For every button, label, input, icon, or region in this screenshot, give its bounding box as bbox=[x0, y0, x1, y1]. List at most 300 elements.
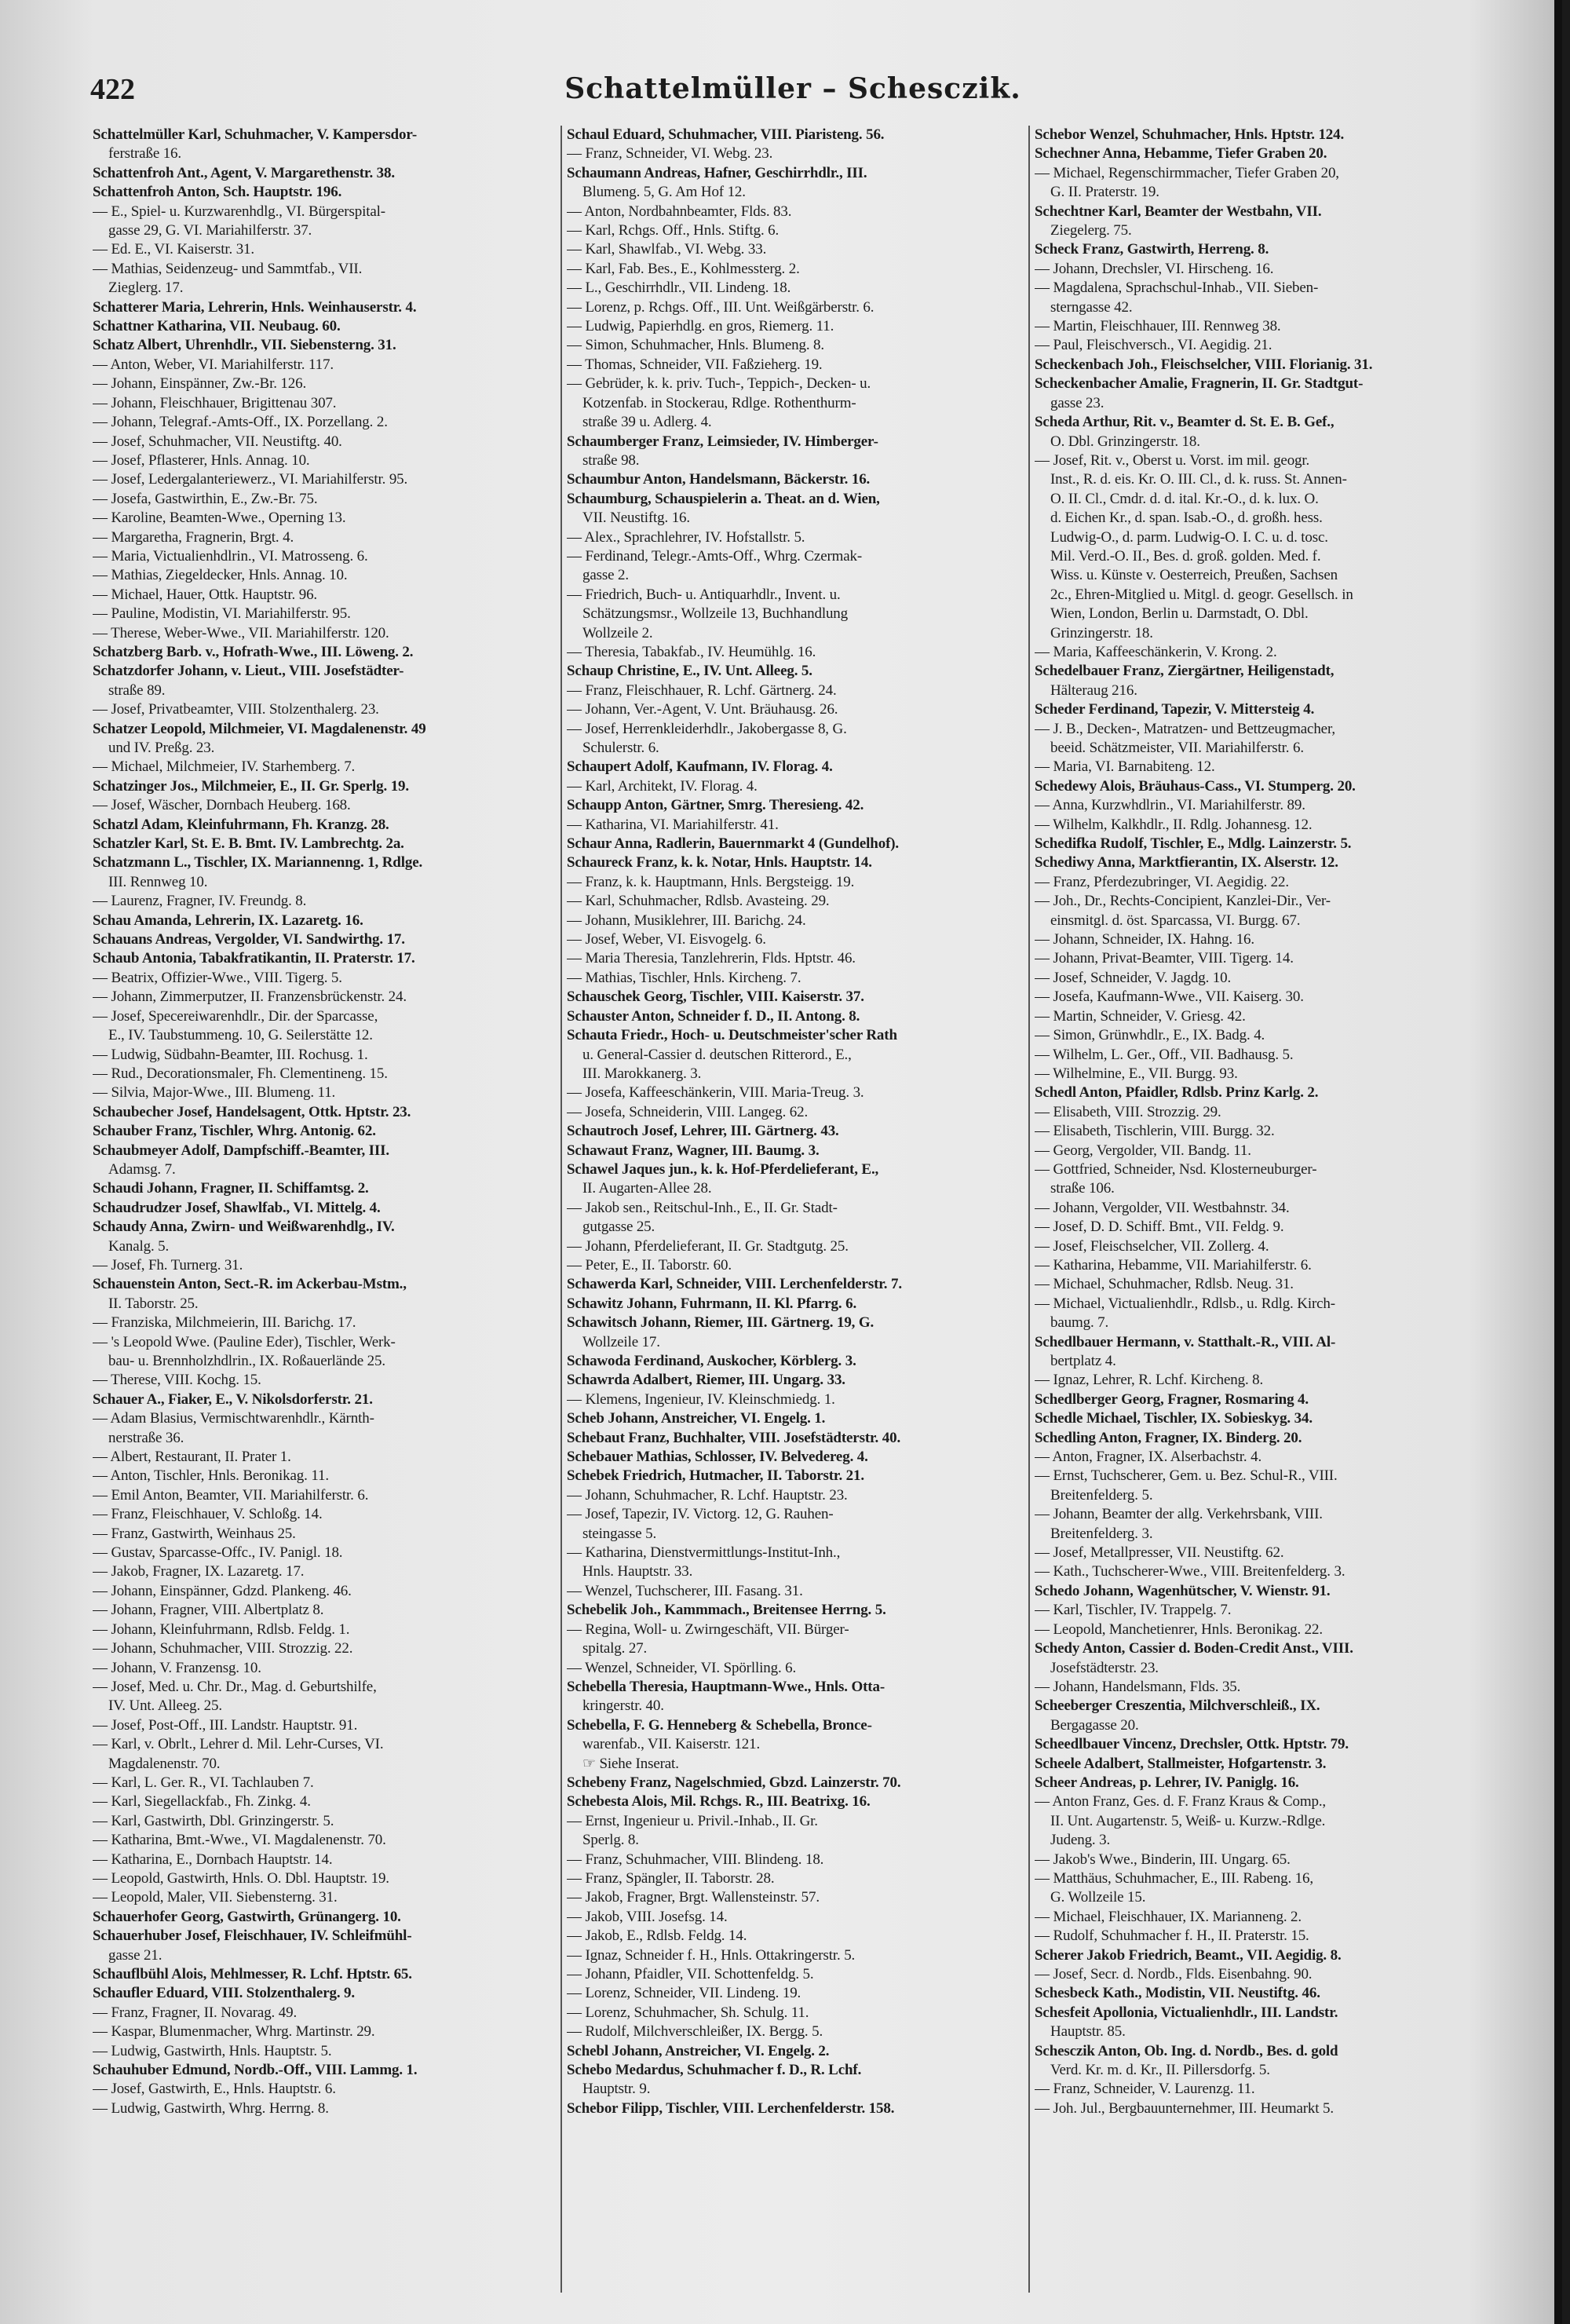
directory-entry: — Anton, Weber, VI. Mariahilferstr. 117. bbox=[93, 356, 334, 373]
directory-entry: Schaul Eduard, Schuhmacher, VIII. Piaristeng. 56. bbox=[567, 126, 885, 143]
directory-entry: Scheder Ferdinand, Tapezir, V. Mittersteig 4. bbox=[1035, 701, 1315, 718]
directory-entry: — Regina, Woll- u. Zwirngeschäft, VII. Bürger- bbox=[567, 1621, 849, 1638]
entry-continuation: und IV. Preßg. 23. bbox=[108, 740, 215, 756]
directory-entry: Schatzler Karl, St. E. B. Bmt. IV. Lambrechtg. 2a. bbox=[93, 835, 404, 853]
directory-entry: — Leopold, Maler, VII. Siebensterng. 31. bbox=[93, 1889, 338, 1906]
directory-entry: — Michael, Milchmeier, IV. Starhemberg. 7. bbox=[93, 758, 356, 776]
entry-continuation: Hauptstr. 9. bbox=[582, 2081, 651, 2098]
directory-entry: Schebaut Franz, Buchhalter, VIII. Josefstädterstr. 40. bbox=[567, 1429, 901, 1446]
directory-entry: Schebor Filipp, Tischler, VIII. Lerchenfelderstr. 158. bbox=[567, 2099, 895, 2117]
directory-entry: Scheedlbauer Vincenz, Drechsler, Ottk. Hptstr. 79. bbox=[1035, 1736, 1349, 1753]
directory-entry: — Josefa, Kaffeeschänkerin, VIII. Maria-Treug. 3. bbox=[567, 1084, 864, 1102]
entry-continuation: O. II. Cl., Cmdr. d. d. ital. Kr.-O., d. k. lux. O. bbox=[1050, 490, 1319, 507]
directory-entry: — Johann, Fleischhauer, Brigittenau 307. bbox=[93, 394, 337, 411]
directory-entry: — Josef, Fleischselcher, VII. Zollerg. 4. bbox=[1035, 1237, 1269, 1255]
directory-entry: — Jakob sen., Reitschul-Inh., E., II. Gr. Stadt- bbox=[567, 1199, 838, 1216]
directory-entry: — Matthäus, Schuhmacher, E., III. Rabeng. 16, bbox=[1035, 1869, 1313, 1887]
directory-entry: — Johann, Schneider, IX. Hahng. 16. bbox=[1035, 931, 1254, 948]
entry-continuation: III. Marokkanerg. 3. bbox=[582, 1065, 702, 1082]
directory-entry: — Franz, k. k. Hauptmann, Hnls. Bergsteigg. 19. bbox=[567, 873, 855, 890]
directory-entry: — Ludwig, Gastwirth, Hnls. Hauptstr. 5. bbox=[93, 2042, 332, 2059]
entry-continuation: nerstraße 36. bbox=[108, 1429, 184, 1446]
directory-entry: Schesbeck Kath., Modistin, VII. Neustiftg. 46. bbox=[1035, 1985, 1320, 2002]
directory-entry: Schauflbühl Alois, Mehlmesser, R. Lchf. Hptstr. 65. bbox=[93, 1966, 412, 1982]
directory-entry: — Josef, Secr. d. Nordb., Flds. Eisenbahng. 90. bbox=[1035, 1966, 1313, 1982]
directory-entry: Schauerhuber Josef, Fleischhauer, IV. Schleifmühl- bbox=[93, 1928, 412, 1945]
directory-entry: — Maria, Victualienhdlrin., VI. Matrosseng. 6. bbox=[93, 547, 368, 565]
entry-continuation: ☞ Siehe Inserat. bbox=[582, 1755, 679, 1772]
directory-entry: Schaubecher Josef, Handelsagent, Ottk. Hptstr. 23. bbox=[93, 1103, 411, 1120]
directory-entry: — Katharina, Bmt.-Wwe., VI. Magdalenenstr. 70. bbox=[93, 1832, 386, 1849]
directory-entry: — Rud., Decorationsmaler, Fh. Clementineng. 15. bbox=[93, 1065, 388, 1082]
directory-entry: — Jakob, Fragner, Brgt. Wallensteinstr. 57. bbox=[567, 1889, 820, 1906]
directory-entry: Schauenstein Anton, Sect.-R. im Ackerbau-Mstm., bbox=[93, 1276, 407, 1293]
directory-entry: — Karl, Siegellackfab., Fh. Zinkg. 4. bbox=[93, 1793, 311, 1811]
directory-entry: — Karl, Gastwirth, Dbl. Grinzingerstr. 5. bbox=[93, 1812, 334, 1829]
directory-entry: Schaur Anna, Radlerin, Bauernmarkt 4 (Gundelhof). bbox=[567, 835, 900, 853]
directory-entry: Schedewy Alois, Bräuhaus-Cass., VI. Stumperg. 20. bbox=[1035, 777, 1356, 795]
directory-entry: Schaupp Anton, Gärtner, Smrg. Theresieng. 42. bbox=[567, 797, 864, 814]
directory-entry: Schebella, F. G. Henneberg & Schebella, Bronce- bbox=[567, 1716, 872, 1734]
directory-entry: — Josef, D. D. Schiff. Bmt., VII. Feldg. 9. bbox=[1035, 1219, 1284, 1236]
directory-entry: — Martin, Schneider, V. Griesg. 42. bbox=[1035, 1007, 1246, 1025]
directory-entry: — Ernst, Ingenieur u. Privil.-Inhab., II. Gr. bbox=[567, 1812, 818, 1829]
entry-continuation: O. Dbl. Grinzingerstr. 18. bbox=[1050, 433, 1200, 450]
directory-entry: — Therese, Weber-Wwe., VII. Mariahilferstr. 120. bbox=[93, 624, 389, 641]
entry-continuation: Ludwig-O., d. parm. Ludwig-O. I. C. u. d. tosc. bbox=[1050, 528, 1328, 546]
entry-continuation: gasse 21. bbox=[108, 1946, 162, 1964]
directory-entry: Scheckenbach Joh., Fleischselcher, VIII. Florianig. 31. bbox=[1035, 356, 1373, 373]
entry-continuation: Ziegelerg. 75. bbox=[1050, 222, 1132, 239]
directory-entry: — Franz, Schneider, VI. Webg. 23. bbox=[567, 145, 773, 163]
directory-entry: — Peter, E., II. Taborstr. 60. bbox=[567, 1256, 732, 1273]
directory-entry: Schebo Medardus, Schuhmacher f. D., R. Lchf. bbox=[567, 2062, 862, 2079]
directory-entry: — Anton Franz, Ges. d. F. Franz Kraus & Comp., bbox=[1035, 1793, 1327, 1811]
entry-continuation: einsmitgl. d. öst. Sparcassa, VI. Burgg. 67. bbox=[1050, 912, 1301, 929]
directory-entry: — Laurenz, Fragner, IV. Freundg. 8. bbox=[93, 893, 307, 910]
directory-entry: — Josef, Schneider, V. Jagdg. 10. bbox=[1035, 969, 1232, 986]
running-title: Schattelmüller – Schesczik. bbox=[564, 72, 1021, 105]
directory-entry: Schawoda Ferdinand, Auskocher, Körblerg. 3. bbox=[567, 1353, 856, 1369]
directory-entry: Schawaut Franz, Wagner, III. Baumg. 3. bbox=[567, 1142, 820, 1159]
directory-entry: Schebauer Mathias, Schlosser, IV. Belvedereg. 4. bbox=[567, 1449, 868, 1466]
directory-entry: — Johann, Ver.-Agent, V. Unt. Bräuhausg. 26. bbox=[567, 701, 838, 718]
entry-continuation: Kanalg. 5. bbox=[108, 1237, 170, 1255]
directory-entry: — Ludwig, Südbahn-Beamter, III. Rochusg. 1. bbox=[93, 1046, 368, 1063]
directory-entry: Schaudy Anna, Zwirn- und Weißwarenhdlg., IV. bbox=[93, 1219, 395, 1236]
entry-continuation: Mil. Verd.-O. II., Bes. d. groß. golden. Med. f. bbox=[1050, 547, 1321, 565]
directory-entry: — Maria, Kaffeeschänkerin, V. Krong. 2. bbox=[1035, 643, 1277, 660]
directory-entry: — Johann, Drechsler, VI. Hirscheng. 16. bbox=[1035, 260, 1274, 277]
directory-entry: Schaumberger Franz, Leimsieder, IV. Himberger- bbox=[567, 433, 878, 450]
directory-entry: — Kaspar, Blumenmacher, Whrg. Martinstr. 29. bbox=[93, 2023, 375, 2041]
directory-entry: — J. B., Decken-, Matratzen- und Bettzeugmacher, bbox=[1035, 720, 1335, 737]
entry-continuation: Inst., R. d. eis. Kr. O. III. Cl., d. k. russ. St. Annen- bbox=[1050, 471, 1347, 488]
directory-entry: Schesczik Anton, Ob. Ing. d. Nordb., Bes. d. gold bbox=[1035, 2042, 1338, 2059]
directory-entry: — Josef, Privatbeamter, VIII. Stolzenthalerg. 23. bbox=[93, 701, 379, 718]
directory-entry: — Mathias, Seidenzeug- und Sammtfab., VII. bbox=[93, 260, 363, 277]
directory-entry: Schaumburg, Schauspielerin a. Theat. an d. Wien, bbox=[567, 490, 880, 507]
directory-entry: — Josef, Fh. Turnerg. 31. bbox=[93, 1256, 243, 1273]
directory-entry: — Franz, Fleischhauer, R. Lchf. Gärtnerg. 24. bbox=[567, 681, 837, 699]
directory-entry: — Johann, Telegraf.-Amts-Off., IX. Porzellang. 2. bbox=[93, 414, 388, 431]
directory-entry: — Josef, Gastwirth, E., Hnls. Hauptstr. 6. bbox=[93, 2081, 336, 2098]
entry-continuation: Grinzingerstr. 18. bbox=[1050, 624, 1153, 641]
directory-entry: — Johann, Pferdelieferant, II. Gr. Stadtgutg. 25. bbox=[567, 1237, 849, 1255]
directory-entry: Scheda Arthur, Rit. v., Beamter d. St. E. B. Gef., bbox=[1035, 414, 1334, 431]
directory-entry: — Josef, Herrenkleiderhdlr., Jakobergasse 8, G. bbox=[567, 720, 847, 737]
directory-entry: Scheckenbacher Amalie, Fragnerin, II. Gr. Stadtgut- bbox=[1035, 375, 1364, 393]
directory-entry: Schawel Jaques jun., k. k. Hof-Pferdelieferant, E., bbox=[567, 1160, 879, 1178]
directory-entry: Schatterer Maria, Lehrerin, Hnls. Weinhauserstr. 4. bbox=[93, 298, 417, 316]
directory-entry: Schebor Wenzel, Schuhmacher, Hnls. Hptstr. 124. bbox=[1035, 126, 1345, 143]
directory-entry: Schatzer Leopold, Milchmeier, VI. Magdalenenstr. 49 bbox=[93, 720, 426, 737]
entry-continuation: bau- u. Brennholzhdlrin., IX. Roßauerlände 25. bbox=[108, 1353, 385, 1369]
entry-continuation: gasse 29, G. VI. Mariahilferstr. 37. bbox=[108, 222, 312, 239]
entry-continuation: Judeng. 3. bbox=[1050, 1832, 1111, 1849]
directory-entry: — Karl, Rchgs. Off., Hnls. Stiftg. 6. bbox=[567, 222, 780, 239]
directory-entry: — Ed. E., VI. Kaiserstr. 31. bbox=[93, 241, 255, 258]
directory-entry: Schaudrudzer Josef, Shawlfab., VI. Mittelg. 4. bbox=[93, 1199, 381, 1216]
directory-entry: — Rudolf, Schuhmacher f. H., II. Praterstr. 15. bbox=[1035, 1928, 1309, 1945]
directory-entry: — Johann, V. Franzensg. 10. bbox=[93, 1659, 261, 1676]
directory-entry: — Johann, Kleinfuhrmann, Rdlsb. Feldg. 1. bbox=[93, 1621, 350, 1638]
scan-edge bbox=[1554, 0, 1562, 2324]
directory-entry: — Johann, Einspänner, Gdzd. Plankeng. 46. bbox=[93, 1582, 352, 1599]
directory-entry: Schedifka Rudolf, Tischler, E., Mdlg. Lainzerstr. 5. bbox=[1035, 835, 1352, 853]
directory-entry: — Josef, Med. u. Chr. Dr., Mag. d. Geburtshilfe, bbox=[93, 1678, 377, 1695]
directory-entry: — Johann, Vergolder, VII. Westbahnstr. 34. bbox=[1035, 1199, 1290, 1216]
entry-continuation: II. Taborstr. 25. bbox=[108, 1295, 199, 1312]
directory-entry: Schauschek Georg, Tischler, VIII. Kaiserstr. 37. bbox=[567, 988, 864, 1006]
entry-continuation: E., IV. Taubstummeng. 10, G. Seilerstätte 12. bbox=[108, 1027, 373, 1044]
directory-entry: Schedl Anton, Pfaidler, Rdlsb. Prinz Karlg. 2. bbox=[1035, 1084, 1319, 1102]
entry-continuation: u. General-Cassier d. deutschen Ritterord., E., bbox=[582, 1046, 852, 1063]
entry-continuation: Wiss. u. Künste v. Oesterreich, Preußen, Sachsen bbox=[1050, 567, 1338, 584]
directory-entry: — Wilhelm, L. Ger., Off., VII. Badhausg. 5. bbox=[1035, 1046, 1294, 1063]
entry-continuation: Breitenfelderg. 5. bbox=[1050, 1486, 1153, 1504]
directory-entry: — Joh., Dr., Rechts-Concipient, Kanzlei-Dir., Ver- bbox=[1035, 893, 1331, 910]
directory-entry: Schauster Anton, Schneider f. D., II. Antong. 8. bbox=[567, 1007, 860, 1025]
directory-entry: — Katharina, E., Dornbach Hauptstr. 14. bbox=[93, 1851, 333, 1868]
entry-continuation: VII. Neustiftg. 16. bbox=[582, 510, 690, 527]
directory-entry: — Simon, Grünwhdlr., E., IX. Badg. 4. bbox=[1035, 1027, 1265, 1044]
directory-entry: Schebek Friedrich, Hutmacher, II. Taborstr. 21. bbox=[567, 1467, 864, 1485]
directory-entry: — Karl, Tischler, IV. Trappelg. 7. bbox=[1035, 1602, 1232, 1619]
directory-entry: — Theresia, Tabakfab., IV. Heumühlg. 16. bbox=[567, 643, 816, 660]
directory-entry: — Anton, Nordbahnbeamter, Flds. 83. bbox=[567, 203, 792, 220]
directory-entry: Schedlbauer Hermann, v. Statthalt.-R., VIII. Al- bbox=[1035, 1333, 1336, 1350]
entry-continuation: Verd. Kr. m. d. Kr., II. Pillersdorfg. 5. bbox=[1050, 2062, 1270, 2079]
directory-entry: — Karl, Schuhmacher, Rdlsb. Avasteing. 29. bbox=[567, 893, 830, 910]
directory-entry: — Wilhelm, Kalkhdlr., II. Rdlg. Johannesg. 12. bbox=[1035, 816, 1313, 833]
directory-entry: Schedo Johann, Wagenhütscher, V. Wienstr. 91. bbox=[1035, 1582, 1331, 1599]
directory-entry: Schauerhofer Georg, Gastwirth, Grünangerg. 10. bbox=[93, 1908, 401, 1925]
directory-entry: — Franz, Pferdezubringer, VI. Aegidig. 22. bbox=[1035, 873, 1289, 890]
directory-entry: Schattner Katharina, VII. Neubaug. 60. bbox=[93, 318, 341, 335]
entry-continuation: gasse 2. bbox=[582, 567, 629, 584]
directory-entry: — Anton, Fragner, IX. Alserbachstr. 4. bbox=[1035, 1449, 1262, 1466]
directory-entry: — Johann, Zimmerputzer, II. Franzensbrückenstr. 24. bbox=[93, 988, 407, 1006]
page-header bbox=[90, 72, 1495, 110]
entry-continuation: straße 89. bbox=[108, 681, 166, 699]
entry-continuation: Zieglerg. 17. bbox=[108, 280, 184, 297]
directory-entry: Schedy Anton, Cassier d. Boden-Credit Anst., VIII. bbox=[1035, 1640, 1353, 1657]
entry-continuation: Wollzeile 17. bbox=[582, 1333, 660, 1350]
directory-entry: — Karl, Architekt, IV. Florag. 4. bbox=[567, 777, 758, 795]
directory-entry: Schauhuber Edmund, Nordb.-Off., VIII. Lammg. 1. bbox=[93, 2062, 418, 2079]
entry-continuation: Hälteraug 216. bbox=[1050, 681, 1137, 699]
directory-entry: — Josefa, Schneiderin, VIII. Langeg. 62. bbox=[567, 1103, 809, 1120]
directory-entry: — Maria, VI. Barnabiteng. 12. bbox=[1035, 758, 1215, 776]
directory-entry: — Karl, L. Ger. R., VI. Tachlauben 7. bbox=[93, 1774, 314, 1791]
directory-entry: — Gebrüder, k. k. priv. Tuch-, Teppich-, Decken- u. bbox=[567, 375, 871, 393]
directory-entry: — Ignaz, Lehrer, R. Lchf. Kircheng. 8. bbox=[1035, 1372, 1264, 1389]
directory-entry: — Leopold, Gastwirth, Hnls. O. Dbl. Hauptstr. 19. bbox=[93, 1869, 389, 1887]
directory-entry: Scheele Adalbert, Stallmeister, Hofgartenstr. 3. bbox=[1035, 1755, 1327, 1772]
directory-entry: — Klemens, Ingenieur, IV. Kleinschmiedg. 1. bbox=[567, 1390, 835, 1408]
column-1 bbox=[93, 126, 560, 2293]
entry-continuation: d. Eichen Kr., d. span. Isab.-O., d. großh. hess. bbox=[1050, 510, 1323, 527]
directory-entry: — Emil Anton, Beamter, VII. Mariahilferstr. 6. bbox=[93, 1486, 369, 1504]
directory-entry: — Gottfried, Schneider, Nsd. Klosterneuburger- bbox=[1035, 1160, 1317, 1178]
column-3 bbox=[1028, 126, 1496, 2293]
directory-entry: Schawerda Karl, Schneider, VIII. Lerchenfelderstr. 7. bbox=[567, 1276, 902, 1293]
directory-entry: Scheer Andreas, p. Lehrer, IV. Paniglg. 16. bbox=[1035, 1774, 1299, 1791]
directory-entry: — Johann, Privat-Beamter, VIII. Tigerg. 14. bbox=[1035, 950, 1294, 967]
directory-entry: — Josef, Schuhmacher, VII. Neustiftg. 40. bbox=[93, 433, 342, 450]
entry-continuation: Schätzungsmsr., Wollzeile 13, Buchhandlung bbox=[582, 605, 848, 623]
entry-continuation: straße 98. bbox=[582, 451, 640, 469]
directory-entry: — Anna, Kurzwhdlrin., VI. Mariahilferstr. 89. bbox=[1035, 797, 1305, 814]
directory-entry: — Lorenz, Schneider, VII. Lindeng. 19. bbox=[567, 1985, 801, 2002]
directory-entry: Schebl Johann, Anstreicher, VI. Engelg. 2. bbox=[567, 2042, 830, 2059]
directory-entry: Schattenfroh Ant., Agent, V. Margarethenstr. 38. bbox=[93, 164, 395, 181]
page-number: 422 bbox=[90, 73, 135, 106]
directory-entry: — Katharina, Dienstvermittlungs-Institut-Inh., bbox=[567, 1544, 841, 1562]
directory-entry: — Josef, Rit. v., Oberst u. Vorst. im mil. geogr. bbox=[1035, 451, 1310, 469]
directory-entry: Schawitsch Johann, Riemer, III. Gärtnerg. 19, G. bbox=[567, 1314, 874, 1332]
directory-entry: — Johann, Einspänner, Zw.-Br. 126. bbox=[93, 375, 307, 393]
directory-entry: — Georg, Vergolder, VII. Bandg. 11. bbox=[1035, 1142, 1251, 1159]
directory-entry: Schatzinger Jos., Milchmeier, E., II. Gr. Sperlg. 19. bbox=[93, 777, 409, 795]
directory-entry: — Maria Theresia, Tanzlehrerin, Flds. Hptstr. 46. bbox=[567, 950, 856, 967]
directory-entry: Schautroch Josef, Lehrer, III. Gärtnerg. 43. bbox=[567, 1123, 839, 1140]
entry-continuation: Bergagasse 20. bbox=[1050, 1716, 1139, 1734]
entry-continuation: ferstraße 16. bbox=[108, 145, 182, 163]
directory-entry: — Johann, Fragner, VIII. Albertplatz 8. bbox=[93, 1602, 324, 1619]
directory-entry: — Michael, Regenschirmmacher, Tiefer Graben 20, bbox=[1035, 164, 1339, 181]
directory-entry: — Leopold, Manchetienrer, Hnls. Beronikag. 22. bbox=[1035, 1621, 1323, 1638]
entry-continuation: Josefstädterstr. 23. bbox=[1050, 1659, 1159, 1676]
directory-entry: — Johann, Beamter der allg. Verkehrsbank, VIII. bbox=[1035, 1506, 1323, 1523]
directory-entry: Schechtner Karl, Beamter der Westbahn, VII. bbox=[1035, 203, 1322, 220]
directory-entry: Schatz Albert, Uhrenhdlr., VII. Siebensterng. 31. bbox=[93, 337, 396, 354]
directory-entry: Schedling Anton, Fragner, IX. Binderg. 20. bbox=[1035, 1429, 1302, 1446]
directory-entry: — Josef, Metallpresser, VII. Neustiftg. 62. bbox=[1035, 1544, 1284, 1562]
entry-continuation: II. Unt. Augartenstr. 5, Weiß- u. Kurzw.-Rdlge. bbox=[1050, 1812, 1326, 1829]
directory-entry: — Silvia, Major-Wwe., III. Blumeng. 11. bbox=[93, 1084, 336, 1102]
directory-entry: — Franz, Gastwirth, Weinhaus 25. bbox=[93, 1525, 296, 1542]
directory-entry: — Ludwig, Papierhdlg. en gros, Riemerg. 11. bbox=[567, 318, 834, 335]
directory-entry: Schauber Franz, Tischler, Whrg. Antonig. 62. bbox=[93, 1123, 376, 1140]
column-2 bbox=[560, 126, 1028, 2293]
directory-entry: — Michael, Hauer, Ottk. Hauptstr. 96. bbox=[93, 586, 318, 603]
directory-entry: — Johann, Pfaidler, VII. Schottenfeldg. 5. bbox=[567, 1966, 814, 1982]
directory-entry: Schebelik Joh., Kammmach., Breitensee Herrng. 5. bbox=[567, 1602, 886, 1619]
directory-entry: — Josef, Post-Off., III. Landstr. Hauptstr. 91. bbox=[93, 1716, 358, 1734]
directory-entry: Schedlberger Georg, Fragner, Rosmaring 4. bbox=[1035, 1390, 1309, 1408]
directory-entry: — Ferdinand, Telegr.-Amts-Off., Whrg. Czermak- bbox=[567, 547, 863, 565]
directory-entry: Scherer Jakob Friedrich, Beamt., VII. Aegidig. 8. bbox=[1035, 1946, 1342, 1964]
directory-entry: — Wenzel, Schneider, VI. Spörlling. 6. bbox=[567, 1659, 797, 1676]
directory-entry: — Karl, Shawlfab., VI. Webg. 33. bbox=[567, 241, 767, 258]
directory-entry: — Jakob's Wwe., Binderin, III. Ungarg. 65. bbox=[1035, 1851, 1291, 1868]
entry-continuation: Schulerstr. 6. bbox=[582, 740, 659, 756]
directory-entry: Schawitz Johann, Fuhrmann, II. Kl. Pfarrg. 6. bbox=[567, 1295, 857, 1312]
directory-entry: — Josef, Weber, VI. Eisvogelg. 6. bbox=[567, 931, 766, 948]
directory-entry: — Mathias, Tischler, Hnls. Kircheng. 7. bbox=[567, 969, 801, 986]
directory-entry: Scheeberger Creszentia, Milchverschleiß., IX. bbox=[1035, 1697, 1320, 1715]
directory-entry: — Albert, Restaurant, II. Prater 1. bbox=[93, 1449, 291, 1466]
directory-entry: Schaumann Andreas, Hafner, Geschirrhdlr., III. bbox=[567, 164, 867, 181]
directory-entry: Schauta Friedr., Hoch- u. Deutschmeister'scher Rath bbox=[567, 1027, 897, 1044]
directory-entry: — Karoline, Beamten-Wwe., Operning 13. bbox=[93, 510, 346, 527]
directory-entry: — Katharina, Hebamme, VII. Mariahilferstr. 6. bbox=[1035, 1256, 1312, 1273]
directory-entry: Schatzmann L., Tischler, IX. Mariannenng. 1, Rdlge. bbox=[93, 854, 423, 872]
entry-continuation: Adamsg. 7. bbox=[108, 1160, 176, 1178]
directory-entry: — Jakob, E., Rdlsb. Feldg. 14. bbox=[567, 1928, 747, 1945]
entry-continuation: Hauptstr. 85. bbox=[1050, 2023, 1126, 2041]
directory-entry: — Josefa, Gastwirthin, E., Zw.-Br. 75. bbox=[93, 490, 318, 507]
directory-entry: — 's Leopold Wwe. (Pauline Eder), Tischler, Werk- bbox=[93, 1333, 396, 1350]
directory-entry: Schaureck Franz, k. k. Notar, Hnls. Hauptstr. 14. bbox=[567, 854, 872, 872]
directory-entry: — Paul, Fleischversch., VI. Aegidig. 21. bbox=[1035, 337, 1272, 354]
directory-entry: Schauans Andreas, Vergolder, VI. Sandwirthg. 17. bbox=[93, 931, 405, 948]
directory-entry: Schaub Antonia, Tabakfratikantin, II. Praterstr. 17. bbox=[93, 950, 415, 967]
directory-entry: Scheck Franz, Gastwirth, Herreng. 8. bbox=[1035, 241, 1269, 258]
entry-continuation: baumg. 7. bbox=[1050, 1314, 1109, 1332]
directory-entry: — Katharina, VI. Mariahilferstr. 41. bbox=[567, 816, 779, 833]
directory-entry: — Mathias, Ziegeldecker, Hnls. Annag. 10. bbox=[93, 567, 348, 584]
directory-columns bbox=[93, 126, 1498, 2293]
directory-entry: — Johann, Schuhmacher, R. Lchf. Hauptstr. 23. bbox=[567, 1486, 848, 1504]
directory-entry: — Johann, Schuhmacher, VIII. Strozzig. 22. bbox=[93, 1640, 353, 1657]
entry-continuation: beeid. Schätzmeister, VII. Mariahilferstr. 6. bbox=[1050, 740, 1304, 756]
directory-entry: — Josef, Wäscher, Dornbach Heuberg. 168. bbox=[93, 797, 351, 814]
directory-entry: — Franz, Fragner, II. Novarag. 49. bbox=[93, 2004, 298, 2021]
entry-continuation: bertplatz 4. bbox=[1050, 1353, 1116, 1369]
directory-entry: — Joh. Jul., Bergbauunternehmer, III. Heumarkt 5. bbox=[1035, 2099, 1334, 2117]
directory-entry: — Johann, Handelsmann, Flds. 35. bbox=[1035, 1678, 1241, 1695]
entry-continuation: II. Augarten-Allee 28. bbox=[582, 1180, 712, 1197]
directory-entry: — Friedrich, Buch- u. Antiquarhdlr., Invent. u. bbox=[567, 586, 841, 603]
directory-entry: — Margaretha, Fragnerin, Brgt. 4. bbox=[93, 528, 294, 546]
directory-entry: — Jakob, Fragner, IX. Lazaretg. 17. bbox=[93, 1563, 305, 1580]
directory-entry: — Johann, Musiklehrer, III. Barichg. 24. bbox=[567, 912, 806, 929]
entry-continuation: sterngasse 42. bbox=[1050, 298, 1133, 316]
entry-continuation: steingasse 5. bbox=[582, 1525, 657, 1542]
directory-entry: — Lorenz, p. Rchgs. Off., III. Unt. Weißgärberstr. 6. bbox=[567, 298, 874, 316]
directory-entry: — Josef, Pflasterer, Hnls. Annag. 10. bbox=[93, 451, 310, 469]
directory-entry: — Michael, Victualienhdlr., Rdlsb., u. Rdlg. Kirch- bbox=[1035, 1295, 1335, 1312]
directory-entry: Schebella Theresia, Hauptmann-Wwe., Hnls. Otta- bbox=[567, 1678, 885, 1695]
directory-entry: — Magdalena, Sprachschul-Inhab., VII. Sieben- bbox=[1035, 280, 1319, 297]
directory-entry: — Franz, Schuhmacher, VIII. Blindeng. 18. bbox=[567, 1851, 824, 1868]
directory-entry: Schaubmeyer Adolf, Dampfschiff.-Beamter, III. bbox=[93, 1142, 389, 1159]
directory-entry: — Ludwig, Gastwirth, Whrg. Herrng. 8. bbox=[93, 2099, 329, 2117]
directory-entry: Schebesta Alois, Mil. Rchgs. R., III. Beatrixg. 16. bbox=[567, 1793, 871, 1811]
entry-continuation: gasse 23. bbox=[1050, 394, 1104, 411]
directory-entry: Schattelmüller Karl, Schuhmacher, V. Kampersdor- bbox=[93, 126, 418, 143]
directory-entry: Schatzberg Barb. v., Hofrath-Wwe., III. Löweng. 2. bbox=[93, 643, 414, 660]
directory-entry: — Pauline, Modistin, VI. Mariahilferstr. 95. bbox=[93, 605, 351, 623]
directory-entry: Schaup Christine, E., IV. Unt. Alleeg. 5. bbox=[567, 663, 812, 680]
directory-entry: Scheb Johann, Anstreicher, VI. Engelg. 1. bbox=[567, 1410, 826, 1427]
entry-continuation: G. II. Praterstr. 19. bbox=[1050, 184, 1159, 201]
directory-entry: — Beatrix, Offizier-Wwe., VIII. Tigerg. 5. bbox=[93, 969, 342, 986]
directory-entry: — Josef, Tapezir, IV. Victorg. 12, G. Rauhen- bbox=[567, 1506, 834, 1523]
directory-entry: — Michael, Fleischhauer, IX. Marianneng. 2. bbox=[1035, 1908, 1302, 1925]
directory-entry: — Jakob, VIII. Josefsg. 14. bbox=[567, 1908, 728, 1925]
entry-continuation: III. Rennweg 10. bbox=[108, 873, 208, 890]
directory-entry: — Karl, v. Obrlt., Lehrer d. Mil. Lehr-Curses, VI. bbox=[93, 1736, 384, 1753]
directory-entry: — Ernst, Tuchscherer, Gem. u. Bez. Schul-R., VIII. bbox=[1035, 1467, 1338, 1485]
entry-continuation: warenfab., VII. Kaiserstr. 121. bbox=[582, 1736, 761, 1753]
directory-entry: Schedle Michael, Tischler, IX. Sobieskyg. 34. bbox=[1035, 1410, 1313, 1427]
directory-entry: — Martin, Fleischhauer, III. Rennweg 38. bbox=[1035, 318, 1281, 335]
entry-continuation: spitalg. 27. bbox=[582, 1640, 648, 1657]
directory-entry: Schedelbauer Franz, Ziergärtner, Heiligenstadt, bbox=[1035, 663, 1334, 680]
entry-continuation: G. Wollzeile 15. bbox=[1050, 1889, 1146, 1906]
directory-entry: — Elisabeth, Tischlerin, VIII. Burgg. 32. bbox=[1035, 1123, 1275, 1140]
directory-entry: — Alex., Sprachlehrer, IV. Hofstallstr. 5. bbox=[567, 528, 805, 546]
entry-continuation: Magdalenenstr. 70. bbox=[108, 1755, 221, 1772]
directory-entry: — Lorenz, Schuhmacher, Sh. Schulg. 11. bbox=[567, 2004, 809, 2021]
directory-entry: — Franz, Fleischhauer, V. Schloßg. 14. bbox=[93, 1506, 323, 1523]
directory-entry: — Wilhelmine, E., VII. Burgg. 93. bbox=[1035, 1065, 1238, 1082]
directory-entry: — Josefa, Kaufmann-Wwe., VII. Kaiserg. 30. bbox=[1035, 988, 1304, 1006]
entry-continuation: straße 106. bbox=[1050, 1180, 1115, 1197]
directory-entry: — Thomas, Schneider, VII. Faßzieherg. 19. bbox=[567, 356, 823, 373]
directory-entry: Schebeny Franz, Nagelschmied, Gbzd. Lainzerstr. 70. bbox=[567, 1774, 901, 1791]
directory-entry: — Franziska, Milchmeierin, III. Barichg. 17. bbox=[93, 1314, 356, 1332]
entry-continuation: 2c., Ehren-Mitglied u. Mitgl. d. geogr. Gesellsch. in bbox=[1050, 586, 1353, 603]
entry-continuation: Blumeng. 5, G. Am Hof 12. bbox=[582, 184, 746, 201]
directory-entry: — Josef, Specereiwarenhdlr., Dir. der Sparcasse, bbox=[93, 1007, 378, 1025]
directory-entry: — Ignaz, Schneider f. H., Hnls. Ottakringerstr. 5. bbox=[567, 1946, 856, 1964]
directory-entry: — Franz, Schneider, V. Laurenzg. 11. bbox=[1035, 2081, 1255, 2098]
directory-entry: — Therese, VIII. Kochg. 15. bbox=[93, 1372, 261, 1389]
directory-entry: — L., Geschirrhdlr., VII. Lindeng. 18. bbox=[567, 280, 791, 297]
directory-entry: — Karl, Fab. Bes., E., Kohlmessterg. 2. bbox=[567, 260, 800, 277]
entry-continuation: Wollzeile 2. bbox=[582, 624, 653, 641]
directory-entry: — Elisabeth, VIII. Strozzig. 29. bbox=[1035, 1103, 1221, 1120]
directory-entry: — Rudolf, Milchverschleißer, IX. Bergg. 5. bbox=[567, 2023, 823, 2041]
directory-entry: Schechner Anna, Hebamme, Tiefer Graben 20. bbox=[1035, 145, 1327, 163]
directory-entry: Schau Amanda, Lehrerin, IX. Lazaretg. 16. bbox=[93, 912, 363, 929]
directory-entry: — Kath., Tuchscherer-Wwe., VIII. Breitenfelderg. 3. bbox=[1035, 1563, 1345, 1580]
entry-continuation: Wien, London, Berlin u. Darmstadt, O. Dbl. bbox=[1050, 605, 1309, 623]
entry-continuation: gutgasse 25. bbox=[582, 1219, 655, 1236]
directory-entry: Schaumbur Anton, Handelsmann, Bäckerstr. 16. bbox=[567, 471, 871, 488]
entry-continuation: Breitenfelderg. 3. bbox=[1050, 1525, 1153, 1542]
directory-entry: — Anton, Tischler, Hnls. Beronikag. 11. bbox=[93, 1467, 329, 1485]
entry-continuation: Hnls. Hauptstr. 33. bbox=[582, 1563, 693, 1580]
directory-entry: Schesfeit Apollonia, Victualienhdlr., III. Landstr. bbox=[1035, 2004, 1338, 2021]
directory-entry: Schatzdorfer Johann, v. Lieut., VIII. Josefstädter- bbox=[93, 663, 404, 680]
directory-entry: — E., Spiel- u. Kurzwarenhdlg., VI. Bürgerspital- bbox=[93, 203, 385, 220]
